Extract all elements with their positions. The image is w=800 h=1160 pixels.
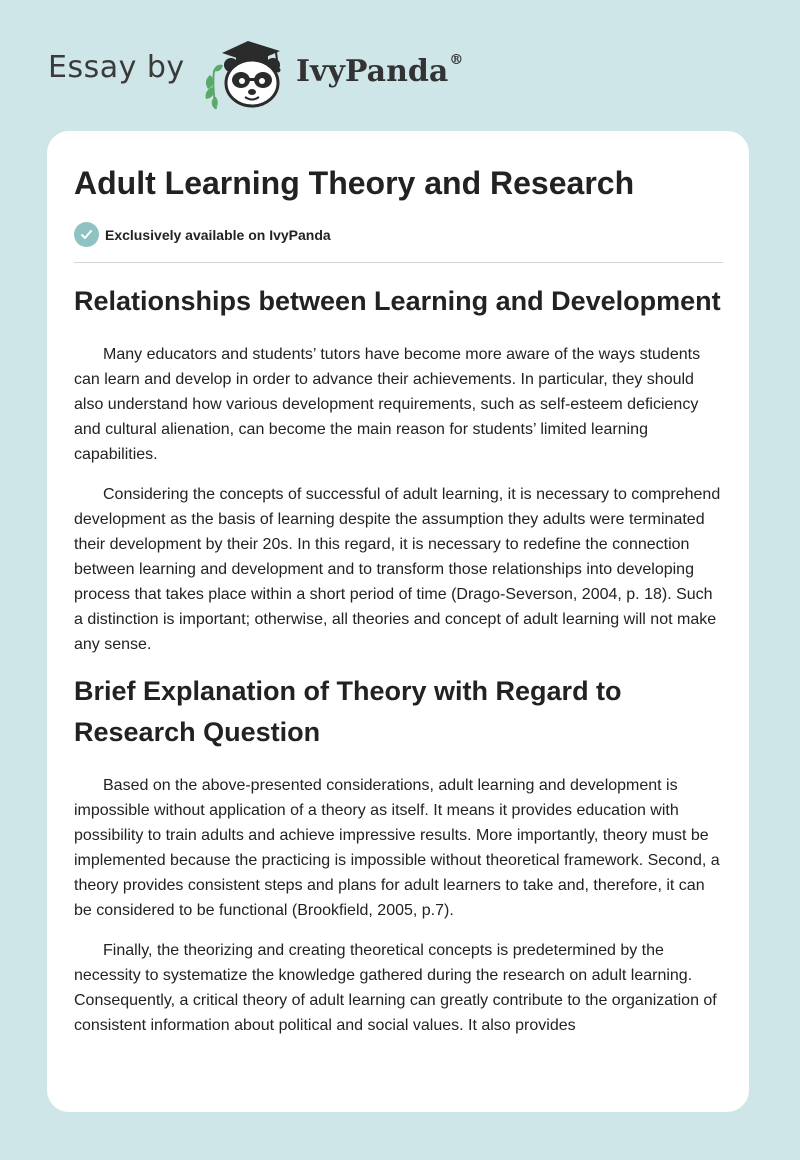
- exclusive-badge: [74, 222, 331, 247]
- check-circle-icon: [74, 222, 99, 247]
- section-heading: Brief Explanation of Theory with Regard to Research Question: [74, 676, 622, 747]
- panda-graduate-logo-icon[interactable]: [200, 35, 296, 111]
- paragraph: Based on the above-presented considerations, adult learning and development is impossible without application of a theory as itself. It means it provides education with possibility to train adults and achieve impressive results. More importantly, theory must be implemented because the practicing is impossible without theoretical framework. Second, a theory provides consistent steps and plans for adult learners to take and, therefore, it can be considered to be functional (Brookfield, 2005, p.7).: [74, 777, 720, 919]
- brand-name-text: IvyPanda: [296, 54, 449, 89]
- registered-mark: ®: [449, 52, 464, 68]
- essay-card: [47, 131, 749, 1112]
- paragraph: Many educators and students’ tutors have become more aware of the ways students can learn and develop in order to advance their achievements. In particular, they should also understand how various development requirements, such as self-esteem deficiency and cultural alienation, can become the main reason for students’ limited learning capabilities.: [74, 346, 701, 463]
- site-header: [0, 0, 800, 130]
- paragraph: Considering the concepts of successful of adult learning, it is necessary to comprehend development as the basis of learning despite the assumption they adults were terminated their development by their 20s. In this regard, it is necessary to redefine the connection between learning and development and to transform those relationships into developing process that takes place within a short period of time (Drago-Severson, 2004, p. 18). Such a distinction is important; otherwise, all theories and concept of adult learning will not make any sense.: [74, 486, 721, 653]
- essay-body: [74, 281, 724, 1053]
- brand-prefix: Essay by: [48, 50, 185, 85]
- paragraph: Finally, the theorizing and creating theoretical concepts is predetermined by the necessity to systematize the knowledge gathered during the research on adult learning. Consequently, a critical theory of adult learning can greatly contribute to the organization of consistent information about political and social values. It also provides: [74, 942, 717, 1034]
- section-heading: Relationships between Learning and Development: [74, 286, 721, 316]
- page-title: Adult Learning Theory and Research: [74, 165, 635, 201]
- badge-label: Exclusively available on IvyPanda: [105, 226, 331, 243]
- brand-name[interactable]: [296, 54, 463, 89]
- title-divider: [74, 262, 723, 263]
